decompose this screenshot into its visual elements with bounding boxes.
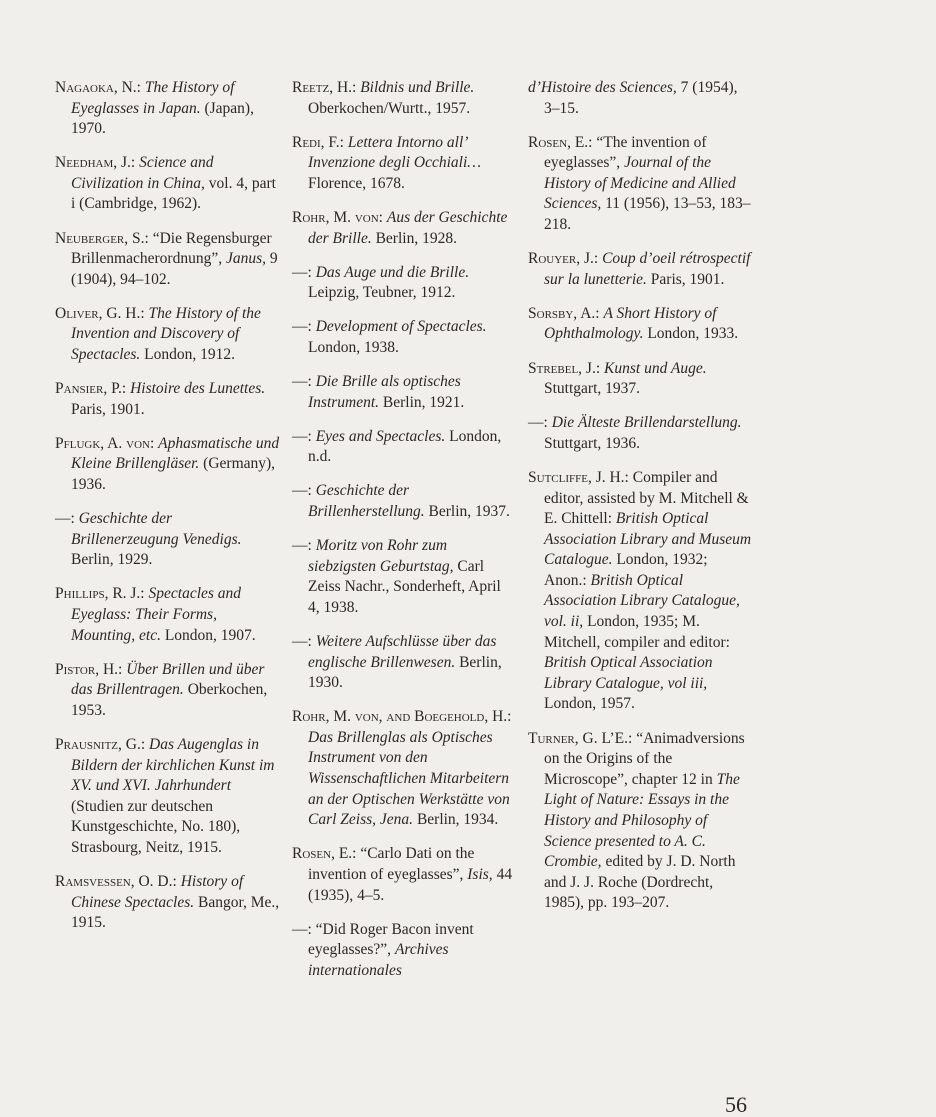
entry-title: Development of Spectacles.: [315, 318, 487, 336]
entry-author: Phillips, R. J.:: [55, 585, 149, 603]
entry-title: Bildnis und Brille.: [360, 79, 475, 96]
bibliography-entry: [292, 372, 514, 413]
entry-title: Moritz von Rohr zum siebzigsten Geburtstag,: [308, 537, 454, 575]
entry-text: London, n.d.: [308, 427, 502, 466]
entry-text: —:: [292, 632, 316, 650]
entry-title: Eyes and Spectacles.: [315, 427, 446, 445]
bibliography-column-2: [292, 78, 514, 995]
bibliography-entry: [55, 153, 280, 215]
entry-author: Turner, G. L’E.:: [528, 729, 637, 747]
entry-text: vol. 4, part i (Cambridge, 1962).: [71, 174, 276, 213]
entry-text: “Carlo Dati on the invention of eyeglasses”,: [308, 845, 475, 883]
bibliography-entry: [292, 481, 514, 522]
entry-title: Janus,: [225, 250, 266, 268]
bibliography-entry: [292, 133, 514, 195]
entry-text: “Die Regensburger Brillenmacherordnung”,: [71, 229, 272, 268]
entry-title: A Short History of Ophthalmology.: [544, 304, 717, 343]
entry-author: Sorsby, A.:: [528, 304, 604, 322]
bibliography-entry: [55, 379, 280, 420]
bibliography-entry: [528, 304, 753, 345]
entry-title: Kunst und Auge.: [604, 359, 707, 377]
bibliography-entry: [55, 304, 280, 366]
entry-title: Geschichte der Brillenherstellung.: [308, 482, 425, 520]
bibliography-entry: [55, 434, 280, 496]
bibliography-entry: [292, 632, 514, 694]
entry-text: Berlin, 1934.: [413, 811, 499, 829]
entry-title: Journal of the History of Medicine and Allied Sciences,: [544, 154, 736, 213]
bibliography-entry: [292, 208, 514, 249]
bibliography-entry: [55, 660, 280, 722]
entry-text: Berlin, 1928.: [371, 229, 457, 247]
entry-title: Isis,: [467, 865, 493, 883]
bibliography-entry: [55, 78, 280, 140]
entry-text: edited by J. D. North and J. J. Roche (Dordrecht, 1985), pp. 193–207.: [544, 853, 736, 912]
bibliography-entry: [292, 844, 514, 906]
entry-title: British Optical Association Library and Museum Catalogue.: [544, 510, 752, 569]
entry-text: (Japan), 1970.: [71, 99, 254, 138]
entry-author: Rohr, M. von, and Boegehold, H.:: [292, 708, 512, 726]
entry-text: Berlin, 1921.: [379, 393, 465, 411]
entry-author: Oliver, G. H.:: [55, 304, 149, 322]
bibliography-entry: [55, 229, 280, 291]
entry-title: Die Brille als optisches Instrument.: [308, 373, 461, 411]
bibliography-column-3: [528, 78, 753, 927]
entry-author: Ramsvessen, O. D.:: [55, 873, 181, 890]
entry-author: Sutcliffe, J. H.:: [528, 468, 633, 486]
entry-title: Coup d’oeil rétrospectif sur la lunetterie.: [544, 250, 751, 288]
entry-text: Stuttgart, 1937.: [544, 380, 641, 398]
entry-author: Neuberger, S.:: [55, 229, 153, 247]
entry-text: —: “Did Roger Bacon invent eyeglasses?”,: [292, 920, 474, 959]
bibliography-entry: [528, 249, 753, 290]
entry-title: British Optical Association Library Catalogue, vol iii,: [544, 654, 713, 692]
entry-title: Histoire des Lunettes.: [130, 380, 266, 398]
entry-text: —:: [292, 318, 316, 336]
entry-text: Bangor, Me., 1915.: [71, 893, 280, 932]
entry-title: Das Auge und die Brille.: [315, 263, 470, 281]
entry-text: —:: [292, 482, 316, 500]
entry-title: History of Chinese Spectacles.: [71, 873, 244, 911]
bibliography-entry: [292, 317, 514, 358]
entry-text: 7 (1954), 3–15.: [544, 79, 738, 117]
entry-author: Redi, F.:: [292, 133, 348, 151]
entry-text: —:: [292, 263, 316, 281]
entry-title: The History of the Invention and Discovery of Spectacles.: [71, 304, 261, 364]
entry-text: —:: [528, 414, 552, 432]
entry-author: Pansier, P.:: [55, 380, 131, 398]
bibliography-entry: [528, 78, 753, 119]
entry-author: Pistor, H.:: [55, 660, 127, 678]
entry-title: Weitere Aufschlüsse über das englische Brillenwesen.: [308, 632, 497, 671]
bibliography-entry: [292, 78, 514, 119]
entry-title: Das Augenglas in Bildern der kirchlichen Kunst im XV. und XVI. Jahrhundert: [71, 735, 275, 795]
bibliography-entry: [528, 359, 753, 400]
entry-text: Berlin, 1929.: [71, 551, 153, 569]
entry-text: Oberkochen/Wurtt., 1957.: [308, 99, 471, 117]
bibliography-entry: [528, 468, 753, 715]
bibliography-entry: [292, 263, 514, 304]
entry-title: Die Älteste Brillendarstellung.: [551, 414, 742, 432]
entry-text: London, 1912.: [140, 346, 236, 364]
entry-text: Paris, 1901.: [646, 270, 725, 288]
entry-text: Compiler and editor, assisted by M. Mitchell & E. Chittell:: [544, 468, 749, 528]
entry-title: British Optical Association Library Catalogue, vol. ii,: [544, 571, 740, 631]
entry-title: Archives internationales: [308, 941, 449, 979]
entry-text: 44 (1935), 4–5.: [308, 865, 513, 904]
bibliography-entry: [528, 729, 753, 914]
entry-text: Paris, 1901.: [71, 400, 145, 418]
entry-text: 9 (1904), 94–102.: [71, 250, 278, 288]
entry-author: Pflugk, A. von:: [55, 434, 159, 452]
entry-title: Das Brillenglas als Optisches Instrument von den Wissenschaftlichen Mitarbeitern an der Optischen Werkstätte von Carl Zeiss, Jena.: [308, 728, 510, 829]
entry-text: London, 1907.: [160, 626, 256, 644]
entry-title: Spectacles and Eyeglass: Their Forms, Mounting, etc.: [71, 585, 242, 644]
entry-author: Rosen, E.:: [292, 845, 361, 863]
bibliography-column-1: [55, 78, 280, 947]
bibliography-entry: [292, 707, 514, 831]
entry-text: Oberkochen, 1953.: [71, 681, 268, 719]
entry-text: Stuttgart, 1936.: [544, 434, 641, 452]
bibliography-entry: [292, 920, 514, 982]
entry-text: (Germany), 1936.: [71, 455, 276, 493]
entry-title: Aphasmatische und Kleine Brillengläser.: [71, 434, 280, 473]
entry-title: Aus der Geschichte der Brille.: [308, 208, 508, 247]
entry-text: —:: [292, 537, 316, 555]
entry-title: Geschichte der Brillenerzeugung Venedigs.: [71, 510, 242, 548]
entry-text: 11 (1956), 13–53, 183–218.: [544, 195, 751, 234]
entry-author: Rohr, M. von:: [292, 208, 387, 226]
entry-title: d’Histoire des Sciences,: [528, 79, 677, 96]
entry-text: Carl Zeiss Nachr., Sonderheft, April 4, 1938.: [308, 557, 501, 616]
bibliography-entry: [528, 133, 753, 236]
entry-author: Nagaoka, N.:: [55, 79, 145, 96]
bibliography-entry: [55, 584, 280, 646]
bibliography-entry: [528, 413, 753, 454]
entry-text: Berlin, 1937.: [424, 503, 510, 520]
entry-author: Reetz, H.:: [292, 79, 361, 96]
entry-text: Leipzig, Teubner, 1912.: [308, 284, 456, 302]
entry-text: (Studien zur deutschen Kunstgeschichte, No. 180), Strasbourg, Neitz, 1915.: [71, 797, 241, 856]
page-number: 56: [725, 1092, 747, 1117]
entry-title: Lettera Intorno all’ Invenzione degli Occhiali…: [308, 133, 482, 172]
entry-text: Berlin, 1930.: [308, 653, 502, 692]
entry-text: London, 1935; M. Mitchell, compiler and editor:: [544, 613, 730, 651]
entry-text: Florence, 1678.: [308, 174, 405, 192]
entry-text: —:: [55, 510, 79, 528]
bibliography-entry: [292, 536, 514, 618]
entry-author: Strebel, J.:: [528, 359, 605, 377]
entry-text: —:: [292, 427, 316, 445]
entry-text: —:: [292, 373, 316, 391]
entry-text: “Animadversions on the Origins of the Microscope”, chapter 12 in: [544, 729, 745, 788]
entry-author: Needham, J.:: [55, 154, 140, 172]
entry-title: The History of Eyeglasses in Japan.: [71, 79, 235, 117]
bibliography-entry: [55, 509, 280, 571]
entry-author: Rouyer, J.:: [528, 250, 603, 268]
entry-title: Über Brillen und über das Brillentragen.: [71, 660, 265, 699]
bibliography-entry: [55, 735, 280, 859]
entry-text: London, 1957.: [544, 695, 635, 713]
entry-author: Rosen, E.:: [528, 133, 597, 151]
entry-text: London, 1933.: [643, 325, 739, 343]
entry-text: London, 1932; Anon.:: [544, 551, 708, 589]
entry-text: “The invention of eyeglasses”,: [544, 133, 707, 172]
entry-text: London, 1938.: [308, 338, 399, 356]
entry-title: The Light of Nature: Essays in the History and Philosophy of Science presented to A. C. Crombie,: [544, 770, 740, 871]
bibliography-entry: [292, 427, 514, 468]
entry-title: Science and Civilization in China,: [71, 154, 214, 192]
bibliography-entry: [55, 872, 280, 934]
entry-author: Prausnitz, G.:: [55, 735, 150, 753]
